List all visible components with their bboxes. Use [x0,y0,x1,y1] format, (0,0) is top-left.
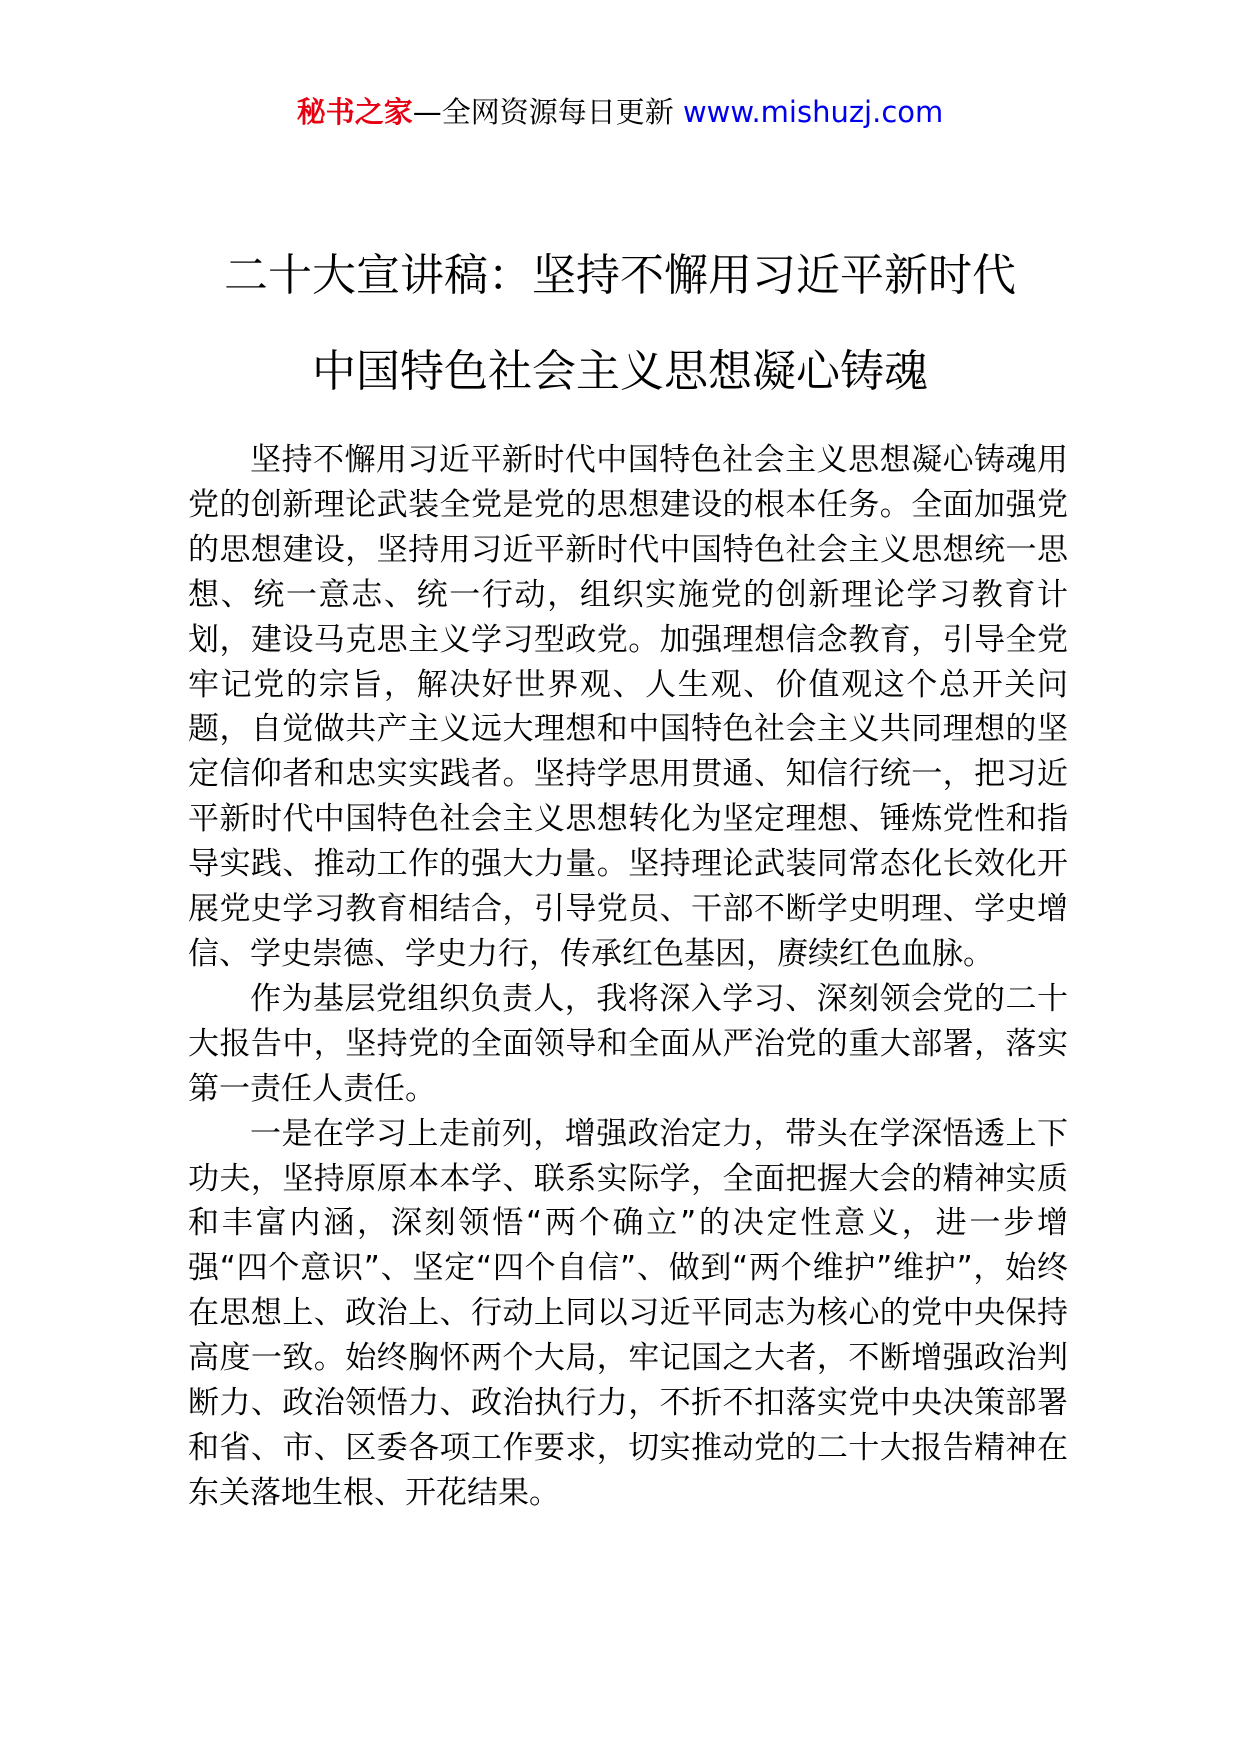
document-title [150,228,1090,420]
body-paragraph-1: 坚持不懈用习近平新时代中国特色社会主义思想凝心铸魂用党的创新理论武装全党是党的思想建设的根本任务。全面加强党的思想建设，坚持用习近平新时代中国特色社会主义思想统一思想、统一意志、统一行动，组织实施党的创新理论学习教育计划，建设马克思主义学习型政党。加强理想信念教育，引导全党牢记党的宗旨，解决好世界观、人生观、价值观这个总开关问题，自觉做共产主义远大理想和中国特色社会主义共同理想的坚定信仰者和忠实实践者。坚持学思用贯通、知信行统一，把习近平新时代中国特色社会主义思想转化为坚定理想、锤炼党性和指导实践、推动工作的强大力量。坚持理论武装同常态化长效化开展党史学习教育相结合，引导党员、干部不断学史明理、学史增信、学史崇德、学史力行，传承红色基因，赓续红色血脉。 [188,442,1068,972]
body-paragraph-3: 一是在学习上走前列，增强政治定力，带头在学深悟透上下功夫，坚持原原本本学、联系实际学，全面把握大会的精神实质和丰富内涵，深刻领悟“两个确立”的决定性意义，进一步增强“四个意识”、坚定“四个自信”、做到“两个维护”维护”，始终在思想上、政治上、行动上同以习近平同志为核心的党中央保持高度一致。始终胸怀两个大局，牢记国之大者，不断增强政治判断力、政治领悟力、政治执行力，不折不扣落实党中央决策部署和省、市、区委各项工作要求，切实推动党的二十大报告精神在东关落地生根、开花结果。 [188,1115,1068,1511]
title-line-1: 二十大宣讲稿：坚持不懈用习近平新时代 [224,250,1016,301]
body-paragraph-2: 作为基层党组织负责人，我将深入学习、深刻领会党的二十大报告中，坚持党的全面领导和全面从严治党的重大部署，落实第一责任人责任。 [188,980,1068,1107]
site-tagline: —全网资源每日更新 [412,95,683,129]
site-url-link[interactable]: www.mishuzj.com [682,95,944,129]
site-header [0,92,1240,132]
document-body [188,438,1068,1516]
site-brand: 秘书之家 [296,95,413,129]
title-line-2: 中国特色社会主义思想凝心铸魂 [312,346,928,397]
